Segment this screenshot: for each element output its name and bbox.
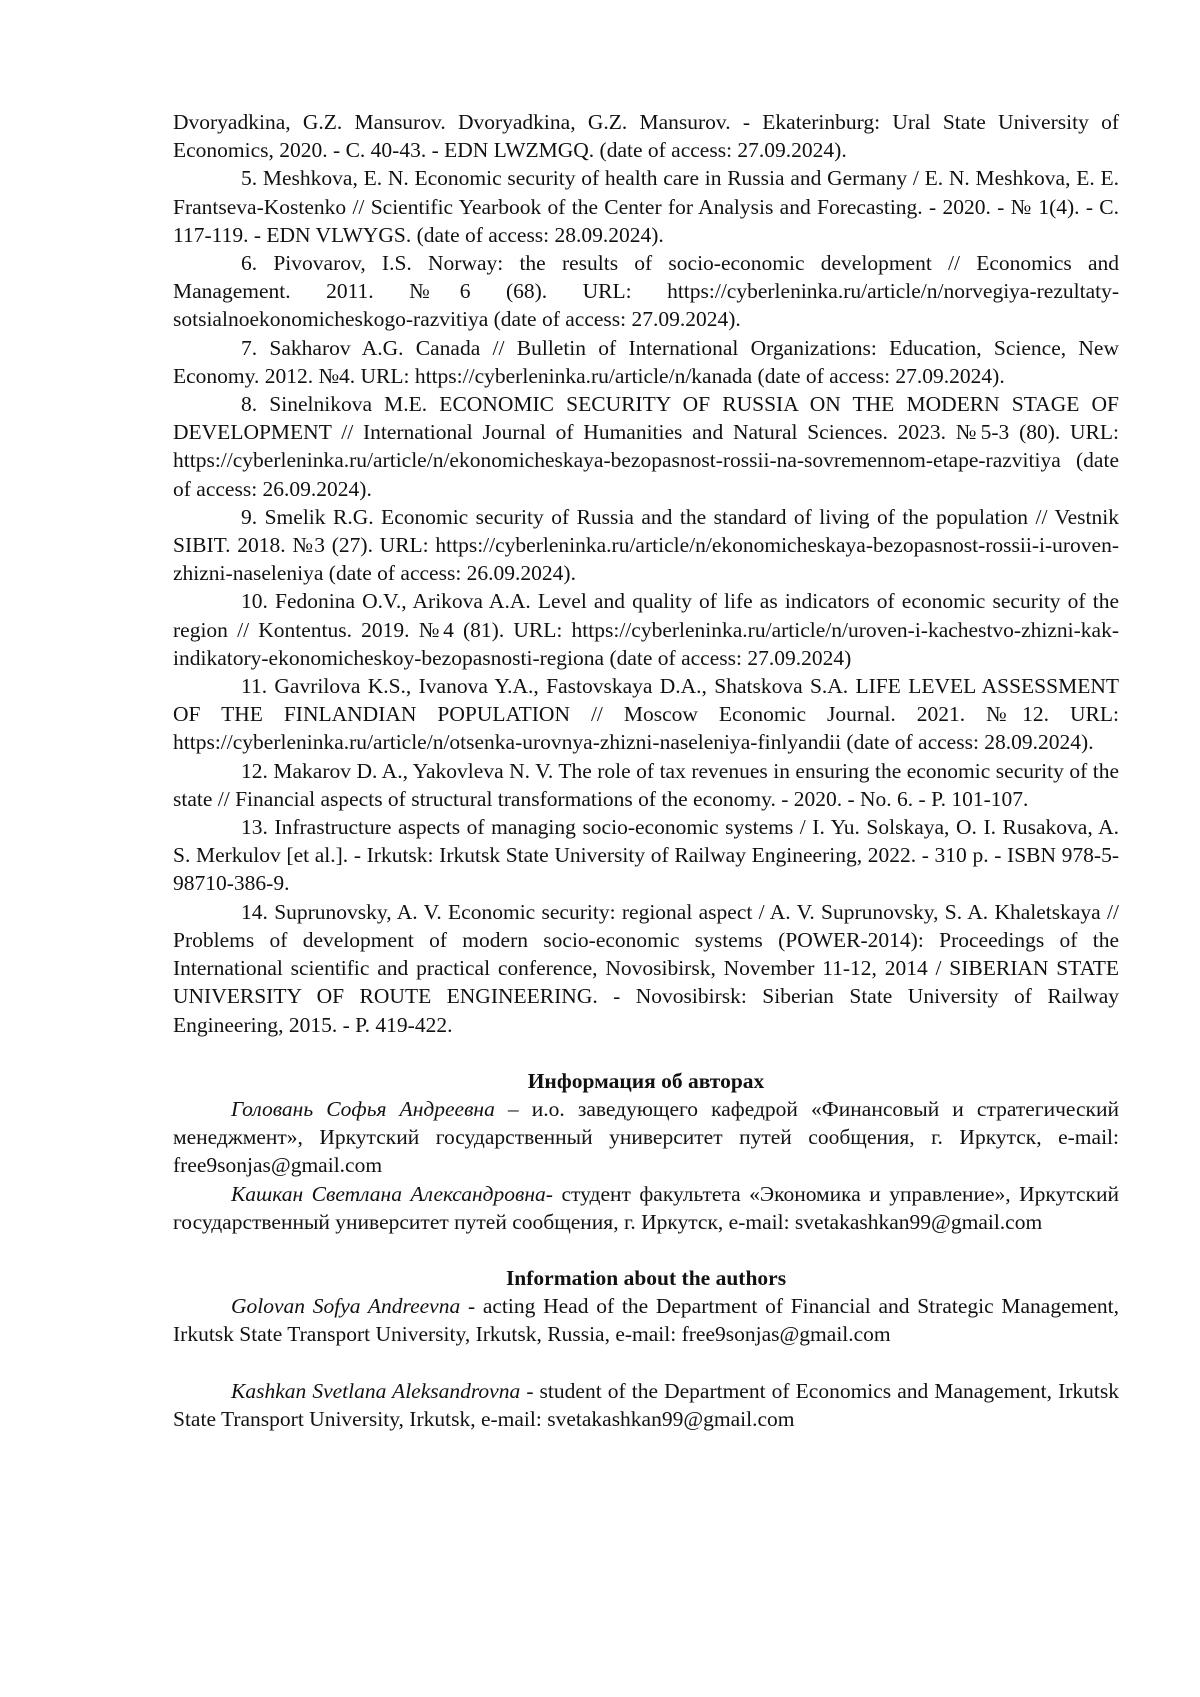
author-entry-en-2 xyxy=(173,1377,1119,1433)
reference-8: 8. Sinelnikova M.E. ECONOMIC SECURITY OF RUSSIA ON THE MODERN STAGE OF DEVELOPMENT // International Journal of Humanities and Natural Sciences. 2023. №5-3 (80). URL: https://cyberleninka.ru/article/n/ekonomicheskaya-bezopasnost-rossii-na-sovremennom-etape-razvitiya (date of access: 26.09.2024). xyxy=(173,392,1119,501)
authors-heading-en: Information about the authors xyxy=(505,1265,787,1290)
authors-heading-ru: Информация об авторах xyxy=(527,1068,765,1093)
reference-6: 6. Pivovarov, I.S. Norway: the results of socio-economic development // Economics and Management. 2011. №6 (68). URL: https://cyberleninka.ru/article/n/norvegiya-rezultaty-sotsialnoekonomicheskogo-razvitiya (date of access: 27.09.2024). xyxy=(173,251,1119,332)
author-entry-ru-2 xyxy=(173,1180,1119,1236)
reference-13: 13. Infrastructure aspects of managing socio-economic systems / I. Yu. Solskaya, O. I. Rusakova, A. S. Merkulov [et al.]. - Irkutsk: Irkutsk State University of Railway Engineering, 2022. - 310 p. - ISBN 978-5-98710-386-9. xyxy=(173,815,1119,896)
authors-info-en xyxy=(173,1264,1119,1433)
author-name-en-1: Golovan Sofya Andreevna xyxy=(231,1294,461,1319)
author-entry-ru-1 xyxy=(173,1095,1119,1180)
authors-info-ru xyxy=(173,1067,1119,1236)
reference-5: 5. Meshkova, E. N. Economic security of health care in Russia and Germany / E. N. Meshkova, E. E. Frantseva-Kostenko // Scientific Yearbook of the Center for Analysis and Forecasting. - 2020. - № 1(4). - С. 117-119. - EDN VLWYGS. (date of access: 28.09.2024). xyxy=(173,166,1119,247)
author-name-ru-1: Головань Софья Андреевна xyxy=(231,1096,495,1121)
author-details-en-1: - acting Head of the Department of Financial and Strategic Management, Irkutsk State Transport University, Irkutsk, Russia, e-mail: free9sonjas@gmail.com xyxy=(173,1294,1119,1347)
author-details-en-2: - student of the Department of Economics and Management, Irkutsk State Transport University, Irkutsk, e-mail: svetakashkan99@gmail.com xyxy=(173,1378,1119,1431)
author-details-ru-2: - студент факультета «Экономика и управление», Иркутский государственный университет путей сообщения, г. Иркутск, e-mail: svetakashkan99@gmail.com xyxy=(173,1181,1119,1234)
reference-4-continuation: Dvoryadkina, G.Z. Mansurov. Dvoryadkina, G.Z. Mansurov. - Ekaterinburg: Ural State University of Economics, 2020. - С. 40-43. - EDN LWZMGQ. (date of access: 27.09.2024). xyxy=(173,110,1119,163)
reference-14: 14. Suprunovsky, A. V. Economic security: regional aspect / A. V. Suprunovsky, S. A. Khaletskaya // Problems of development of modern socio-economic systems (POWER-2014): Proceedings of the International scientific and practical conference, Novosibirsk, November 11-12, 2014 / SIBERIAN STATE UNIVERSITY OF ROUTE ENGINEERING. - Novosibirsk: Siberian State University of Railway Engineering, 2015. - P. 419-422. xyxy=(173,899,1119,1037)
reference-list xyxy=(173,108,1119,1039)
author-name-en-2: Kashkan Svetlana Aleksandrovna xyxy=(231,1378,521,1403)
reference-10: 10. Fedonina O.V., Arikova A.A. Level and quality of life as indicators of economic security of the region // Kontentus. 2019. №4 (81). URL: https://cyberleninka.ru/article/n/uroven-i-kachestvo-zhizni-kak-indikatory-ekonomicheskoy-bezopasnosti-regiona (date of access: 27.09.2024) xyxy=(173,589,1119,670)
reference-12: 12. Makarov D. A., Yakovleva N. V. The role of tax revenues in ensuring the economic security of the state // Financial aspects of structural transformations of the economy. - 2020. - No. 6. - P. 101-107. xyxy=(173,758,1119,811)
reference-11: 11. Gavrilova K.S., Ivanova Y.A., Fastovskaya D.A., Shatskova S.A. LIFE LEVEL ASSESSMENT OF THE FINLANDIAN POPULATION // Moscow Economic Journal. 2021. №12. URL: https://cyberleninka.ru/article/n/otsenka-urovnya-zhizni-naseleniya-finlyandii (date of access: 28.09.2024). xyxy=(173,674,1119,755)
author-entry-en-1 xyxy=(173,1292,1119,1348)
reference-9: 9. Smelik R.G. Economic security of Russia and the standard of living of the population // Vestnik SIBIT. 2018. №3 (27). URL: https://cyberleninka.ru/article/n/ekonomicheskaya-bezopasnost-rossii-i-uroven-zhizni-naseleniya (date of access: 26.09.2024). xyxy=(173,504,1119,586)
author-details-ru-1: – и.о. заведующего кафедрой «Финансовый и стратегический менеджмент», Иркутский государственный университет путей сообщения, г. Иркутск, e-mail: free9sonjas@gmail.com xyxy=(173,1096,1119,1178)
author-name-ru-2: Кашкан Светлана Александровна xyxy=(231,1181,546,1206)
reference-7: 7. Sakharov A.G. Canada // Bulletin of International Organizations: Education, Science, New Economy. 2012. №4. URL: https://cyberleninka.ru/article/n/kanada (date of access: 27.09.2024). xyxy=(173,335,1119,388)
document-page xyxy=(173,108,1119,1433)
